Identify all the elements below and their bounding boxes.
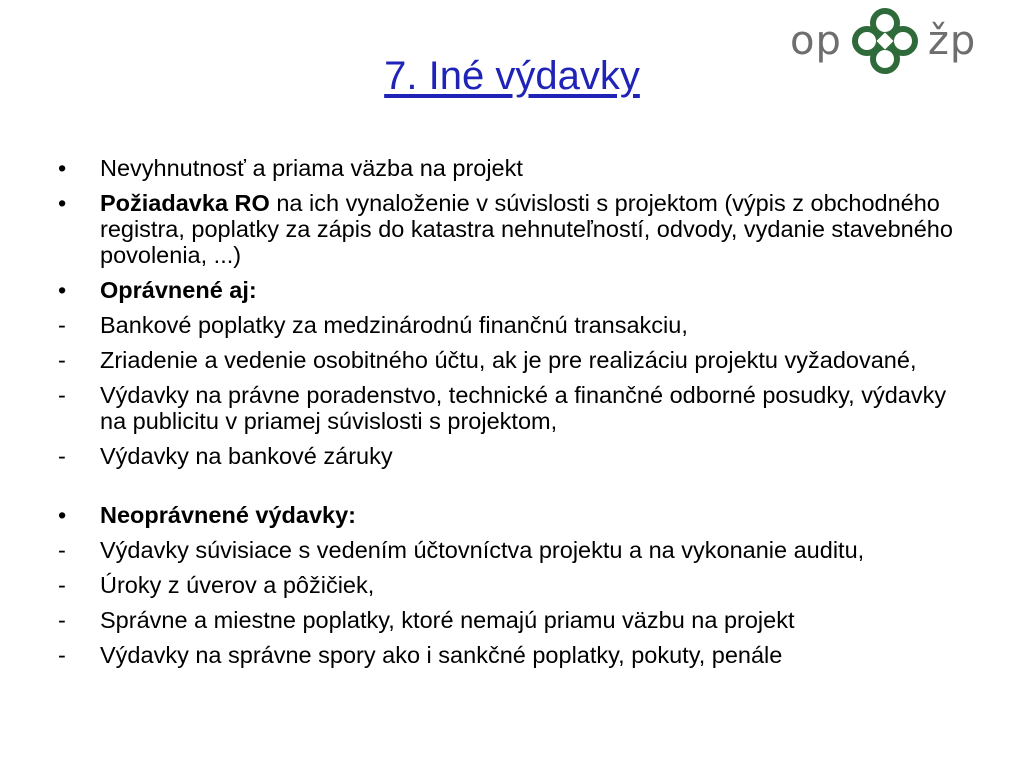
item-text: Výdavky na správne spory ako i sankčné poplatky, pokuty, penále [100, 642, 783, 668]
dash-marker: - [58, 607, 66, 633]
item-bold-text: Požiadavka RO [100, 190, 270, 216]
dash-marker: - [58, 347, 66, 373]
item-text: Nevyhnutnosť a priama väzba na projekt [100, 155, 523, 181]
item-text: Úroky z úverov a pôžičiek, [100, 572, 375, 598]
item-text: Zriadenie a vedenie osobitného účtu, ak je pre realizáciu projektu vyžadované, [100, 347, 917, 373]
dash-marker: - [58, 642, 66, 668]
item-text: Výdavky súvisiace s vedením účtovníctva projektu a na vykonanie auditu, [100, 537, 865, 563]
item-text: Bankové poplatky za medzinárodnú finančnú transakciu, [100, 312, 688, 338]
list-spacer [58, 478, 978, 502]
item-bold-text: Neoprávnené výdavky: [100, 502, 357, 528]
list-item [58, 572, 978, 598]
logo-text-left: op [790, 18, 842, 64]
logo-text-right: žp [927, 18, 977, 64]
list-item [58, 190, 978, 268]
bullet-marker: • [58, 190, 67, 216]
dash-marker: - [58, 443, 66, 469]
content-list [58, 155, 978, 677]
dash-marker: - [58, 312, 66, 338]
bullet-marker: • [58, 155, 67, 181]
list-item [58, 382, 978, 434]
list-item [58, 312, 978, 338]
dash-marker: - [58, 572, 66, 598]
list-item [58, 607, 978, 633]
list-item [58, 443, 978, 469]
dash-marker: - [58, 382, 66, 408]
item-bold-text: Oprávnené aj: [100, 277, 257, 303]
list-item [58, 277, 978, 303]
slide-title: 7. Iné výdavky [384, 54, 640, 98]
bullet-marker: • [58, 277, 67, 303]
item-text: na ich vynaloženie v súvislosti s projektom (výpis z obchodného registra, poplatky za zápis do katastra nehnuteľností, odvody, vydanie stavebného povolenia, ...) [100, 190, 953, 268]
list-item [58, 502, 978, 528]
list-item [58, 642, 978, 668]
dash-marker: - [58, 537, 66, 563]
item-text: Výdavky na bankové záruky [100, 443, 393, 469]
list-item [58, 155, 978, 181]
list-item [58, 347, 978, 373]
item-text: Výdavky na právne poradenstvo, technické a finančné odborné posudky, výdavky na publicitu v priamej súvislosti s projektom, [100, 382, 947, 434]
list-item [58, 537, 978, 563]
item-text: Správne a miestne poplatky, ktoré nemajú priamu väzbu na projekt [100, 607, 795, 633]
bullet-marker: • [58, 502, 67, 528]
